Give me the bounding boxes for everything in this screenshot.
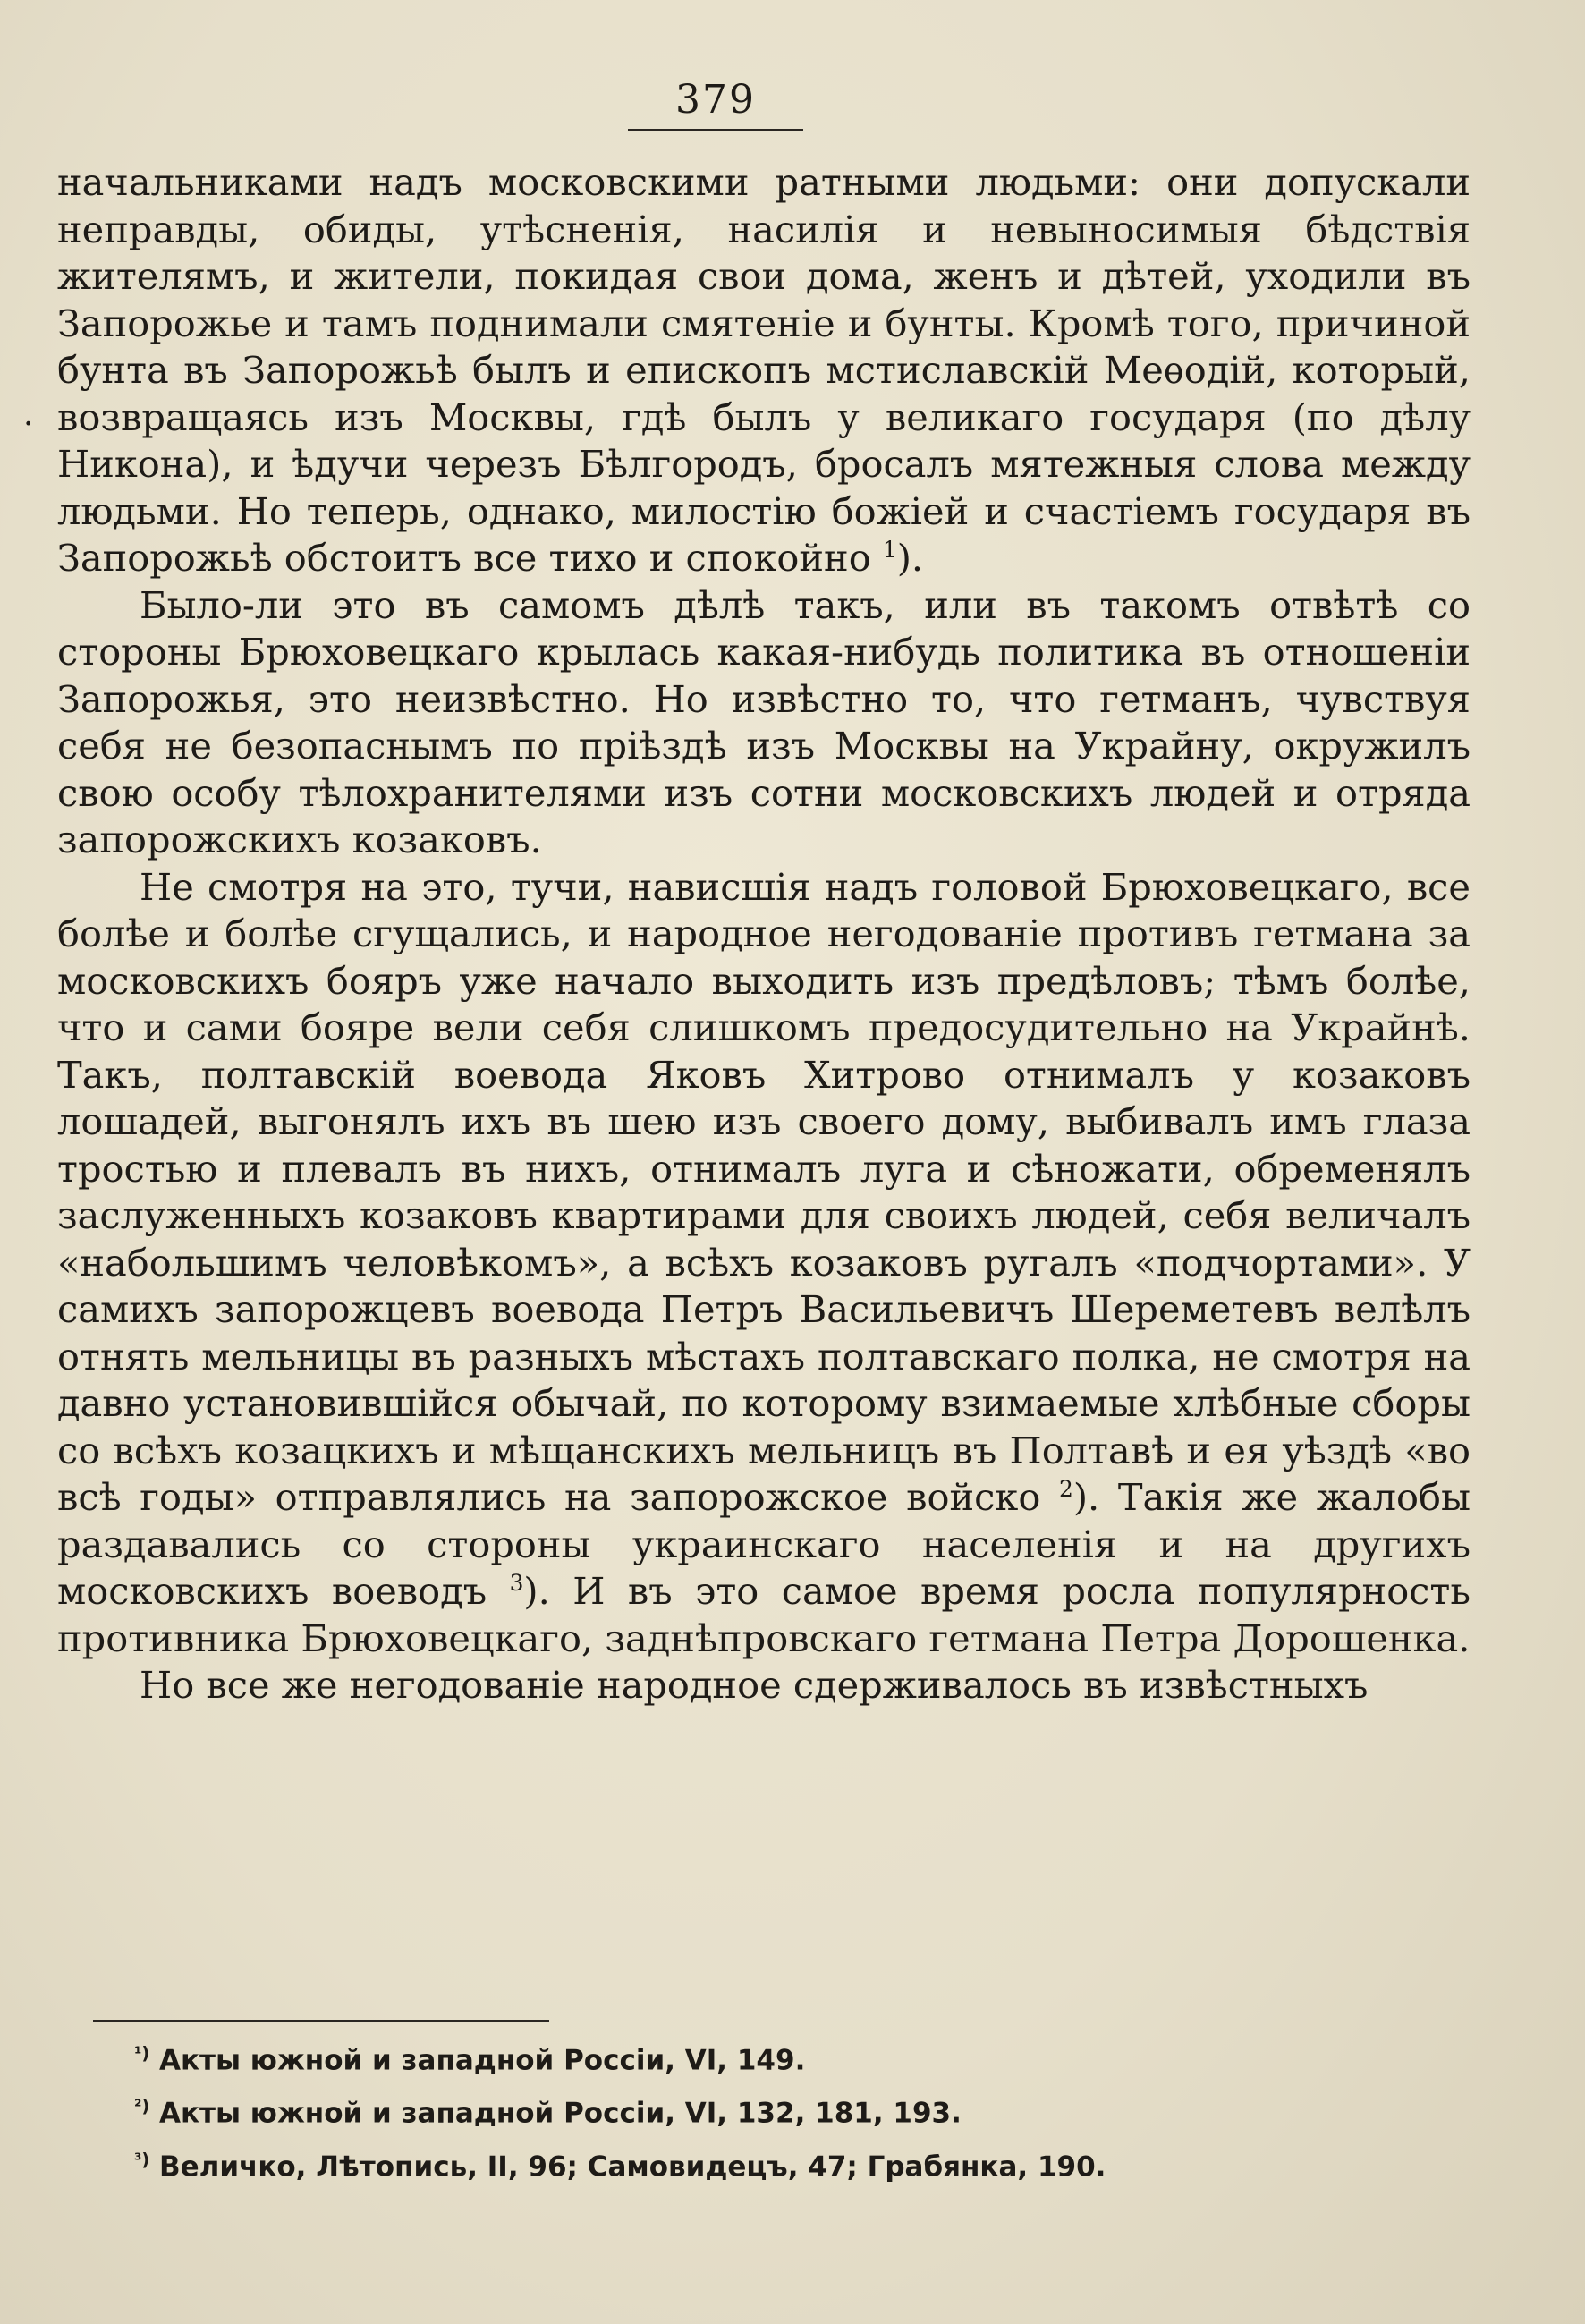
footnote-ref-2: 2: [1058, 1476, 1073, 1503]
page-number: 379: [675, 77, 756, 123]
footnote-text: Акты южной и западной Россіи, VI, 132, 181, 193.: [158, 2097, 962, 2130]
paragraph-3: [57, 864, 1471, 1663]
margin-mark: ·: [23, 406, 34, 443]
paragraph-3-text-b: ). Такія же жалобы раздавались со стороны украинскаго населенія и на другихъ московскихъ воеводъ: [57, 1475, 1471, 1613]
paragraph-3-text-a: Не смотря на это, тучи, нависшія надъ головой Брюховецкаго, все болѣе и болѣе сгущались, и народное негодованіе противъ гетмана за московскихъ бояръ уже начало выходить изъ предѣловъ; тѣмъ болѣе, что и сами бояре вели себя слишкомъ предосудительно на Украйнѣ. Такъ, полтавскій воевода Яковъ Хитрово отнималъ у козаковъ лошадей, выгонялъ ихъ въ шею изъ своего дому, выбивалъ имъ глаза тростью и плевалъ въ нихъ, отнималъ луга и сѣножати, обременялъ заслуженныхъ козаковъ квартирами для своихъ людей, себя величалъ «набольшимъ человѣкомъ», а всѣхъ козаковъ ругалъ «подчортами». У самихъ запорожцевъ воевода Петръ Васильевичъ Шереметевъ велѣлъ отнять мельницы въ разныхъ мѣстахъ полтавскаго полка, не смотря на давно установившійся обычай, по которому взимаемые хлѣбные сборы со всѣхъ козацкихъ и мѣщанскихъ мельницъ въ Полтавѣ и ея уѣздѣ «во всѣ годы» отправлялись на запорожское войско: [57, 864, 1471, 1519]
footnote-text: Величко, Лѣтопись, II, 96; Самовидецъ, 47; Грабянка, 190.: [158, 2150, 1106, 2183]
body-text: [57, 159, 1471, 1709]
paragraph-1-end: ).: [896, 536, 924, 580]
footnotes: [134, 2031, 1386, 2190]
footnote-mark: ¹): [134, 2043, 150, 2064]
footnote-rule: [93, 2020, 549, 2022]
footnote-ref-1: 1: [882, 537, 897, 564]
footnote-text: Акты южной и западной Россіи, VI, 149.: [158, 2044, 806, 2077]
footnote-1: [134, 2031, 1386, 2083]
footnote-mark: ²): [134, 2096, 150, 2117]
page-number-rule: [628, 129, 803, 131]
footnote-ref-3: 3: [509, 1570, 524, 1597]
paragraph-3-text-c: ). И въ это самое время росла популярность противника Брюховецкаго, заднѣпровскаго гетмана Петра Дорошенка.: [57, 1569, 1471, 1660]
paragraph-1-text: начальниками надъ московскими ратными людьми: они допускали неправды, обиды, утѣсненія, насилія и невыносимыя бѣдствія жителямъ, и жители, покидая свои дома, женъ и дѣтей, уходили въ Запорожье и тамъ поднимали смятеніе и бунты. Кромѣ того, причиной бунта въ Запорожьѣ былъ и епископъ мстиславскій Меѳодій, который, возвращаясь изъ Москвы, гдѣ былъ у великаго государя (по дѣлу Никона), и ѣдучи черезъ Бѣлгородъ, бросалъ мятежныя слова между людьми. Но теперь, однако, милостію божіей и счастіемъ государя въ Запорожьѣ обстоитъ все тихо и спокойно: [57, 160, 1471, 580]
footnote-2: [134, 2083, 1386, 2136]
paragraph-1: [57, 159, 1471, 582]
paragraph-2: Было-ли это въ самомъ дѣлѣ такъ, или въ такомъ отвѣтѣ со стороны Брюховецкаго крылась какая-нибудь политика въ отношеніи Запорожья, это неизвѣстно. Но извѣстно то, что гетманъ, чувствуя себя не безопаснымъ по пріѣздѣ изъ Москвы на Украйну, окружилъ свою особу тѣлохранителями изъ сотни московскихъ людей и отряда запорожскихъ козаковъ.: [57, 582, 1471, 861]
paragraph-4: Но все же негодованіе народное сдерживалось въ извѣстныхъ: [140, 1663, 1369, 1707]
footnote-3: [134, 2137, 1386, 2190]
footnote-mark: ³): [134, 2149, 150, 2170]
